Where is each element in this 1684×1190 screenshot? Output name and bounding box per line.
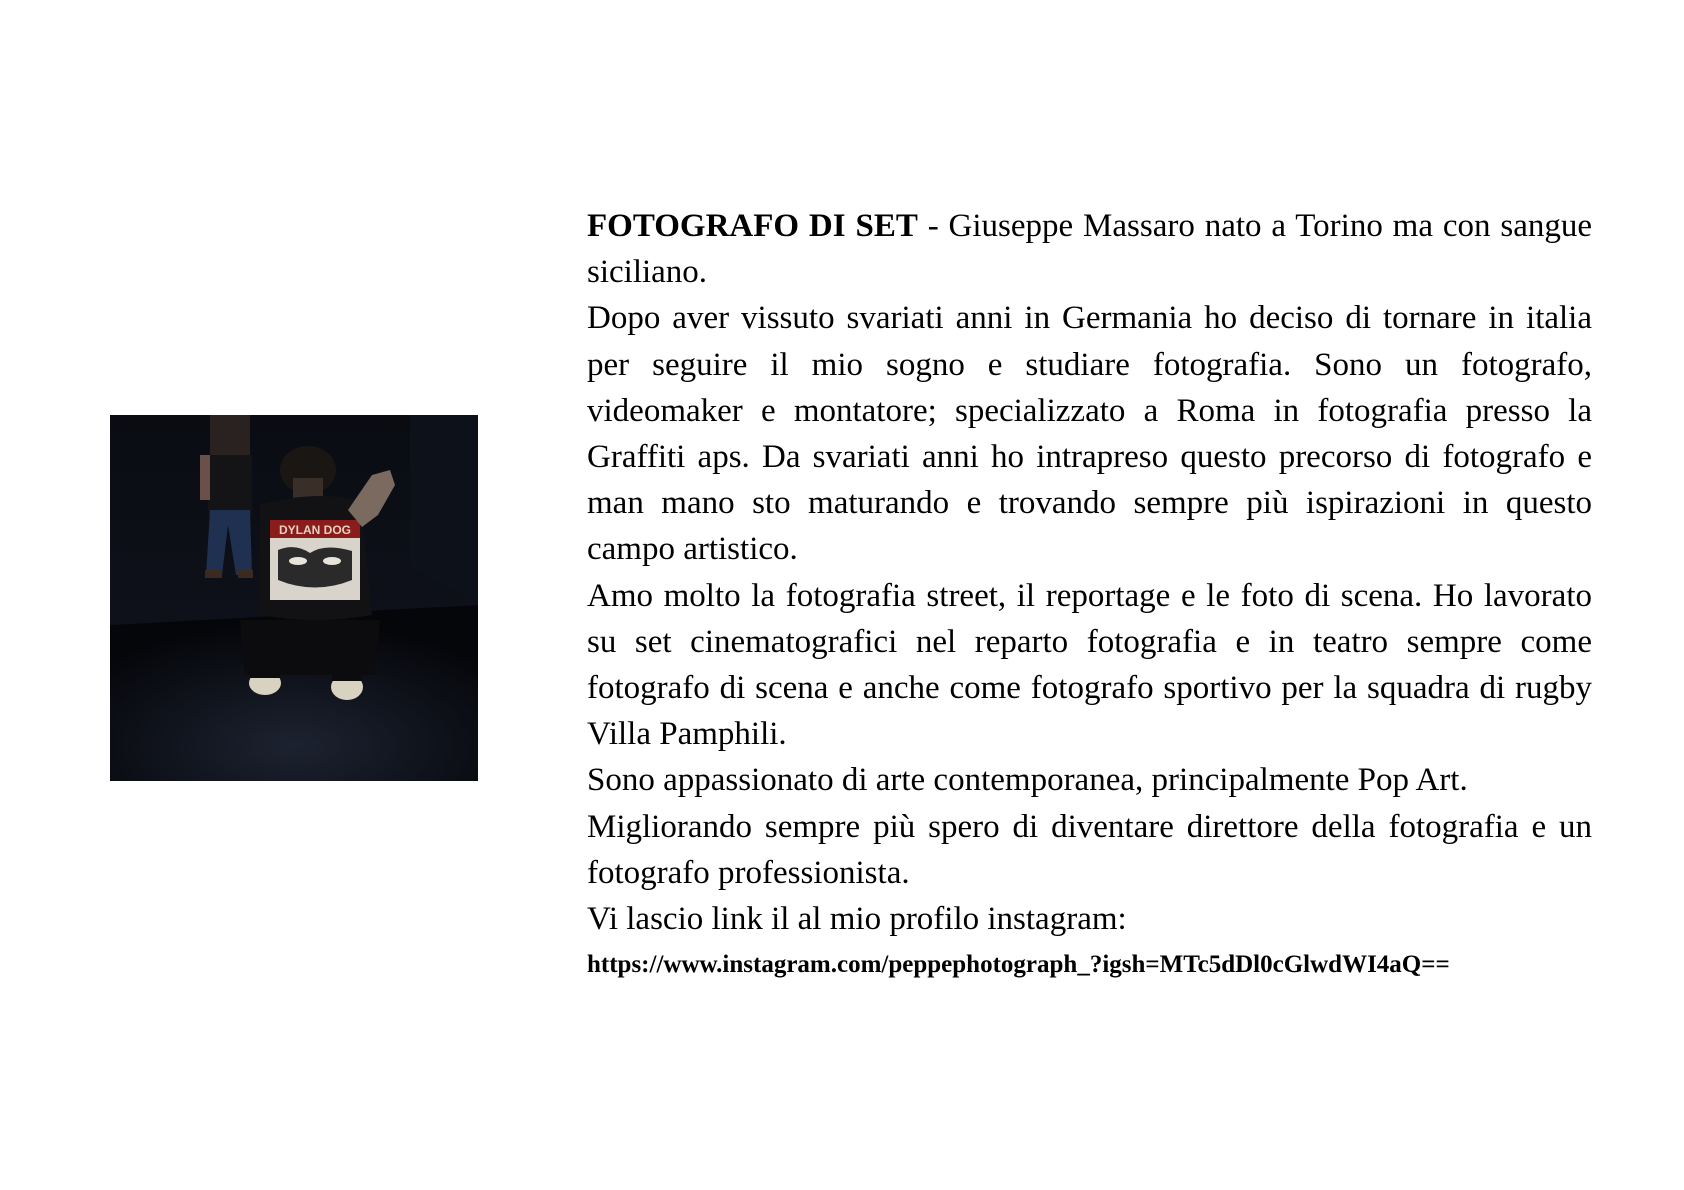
bio-paragraph: Amo molto la fotografia street, il reportage e le foto di scena. Ho lavorato su set cinematografici nel reparto fotografia e in teatro sempre come fotografo di scena e anche come fotografo sportivo per la squadra di rugby Villa Pamphili. — [587, 577, 1592, 753]
bio-paragraph: Sono appassionato di arte contemporanea, principalmente Pop Art. — [587, 762, 1468, 799]
bio-intro — [587, 203, 1592, 295]
instagram-link[interactable]: https://www.instagram.com/peppephotograph_?igsh=MTc5dDl0cGlwdWI4aQ== — [587, 951, 1450, 979]
bio-paragraph: Dopo aver vissuto svariati anni in Germania ho deciso di tornare in italia per seguire il mio sogno e studiare fotografia. Sono un fotografo, videomaker e montatore; specializzato a Roma in fotografia presso la Graffiti aps. Da svariati anni ho intrapreso questo precorso di fotografo e man mano sto maturando e trovando sempre più ispirazioni in questo campo artistico. — [587, 300, 1592, 568]
bio-intro-text: - Giuseppe Massaro nato a Torino ma con sangue siciliano. — [587, 208, 1592, 291]
bio-paragraph: Vi lascio link il al mio profilo instagram: — [587, 901, 1127, 938]
photographer-photo — [110, 415, 478, 781]
bio-text — [587, 203, 1592, 982]
bio-heading: FOTOGRAFO DI SET — [587, 208, 918, 244]
bio-paragraph: Migliorando sempre più spero di diventare direttore della fotografia e un fotografo professionista. — [587, 808, 1592, 891]
shirt-print-text: DYLAN DOG — [279, 523, 351, 537]
